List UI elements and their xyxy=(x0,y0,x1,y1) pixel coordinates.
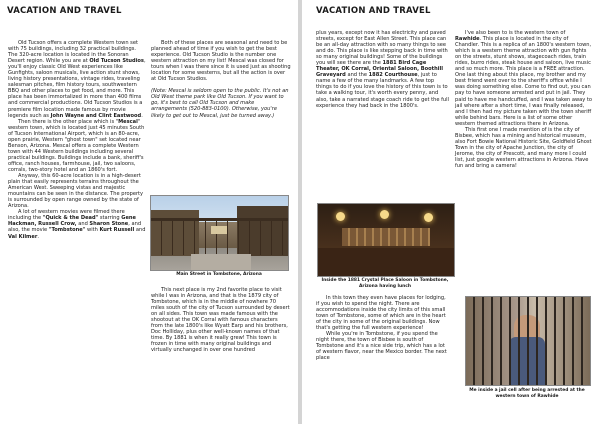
photo-jail-cell xyxy=(465,296,591,386)
photo-caption: Me inside a jail cell after being arrested at the western town of Rawhide xyxy=(469,388,585,399)
paragraph: This first one I made mention of is the city of Bisbee, which has a mining and historical museum, also Fort Bowie National Historic Site, Goldfield Ghost Town in the city of Apache Junction, the city of Jerome, the city of Prescott, and many more I could list, just google western attractions in Arizona. Have fun and bring a camera! xyxy=(455,126,592,170)
article-column xyxy=(316,295,450,362)
paragraph: I've also been to is the western town of Rawhide. This place is located in the city of Chandler. This is a replica of an 1800's western town, which is a western theme attraction with gun fights on the streets, stunt shows, stagecoach rides, train rides, burro rides, steak house and saloon, live music and so much more. This place is a FREE attraction. One last thing about this place, my brother and my best friend went over to the sheriff's office while I was doing something else. Come to find out, you can pay to have someone arrested and put in jail. They paid to have me handcuffed, and I was taken away to jail where after a short time, I was finally released, and I then had my picture taken with the town sheriff while behind bars. Here is a list of some other western themed attractions there in Arizona. xyxy=(455,30,593,127)
paragraph: While you're in Tombstone, if you spend the night there, the town of Bisbee is south of Tombstone and it's a nice side trip, which has a lot of western flavor, near the Mexico border. The next place xyxy=(316,331,447,362)
article-column xyxy=(8,40,146,240)
photo-caption: Inside the 1881 Crystal Place Saloon in Tombstone, Arizona having lunch xyxy=(321,278,449,289)
paragraph: A lot of western movies were filmed there including the "Quick & the Dead" starring Gene Hackman, Russell Crow, and Sharon Stone, and also, the movie "Tombstone" with Kurt Russell and Val Kilmer. xyxy=(8,209,146,240)
photo-caption: Main Street in Tombstone, Arizona xyxy=(176,272,262,277)
photo-crystal-palace-saloon xyxy=(317,203,455,277)
paragraph: Anyway, this 60-acre location is in a high-desert plain that easily represents terrains throughout the American West. Sweeping vistas and majestic mountains can be seen in the distance. The property is surrounded by open range owned by the state of Arizona. xyxy=(8,173,144,210)
paragraph: In this town they even have places for lodging, if you wish to spend the night. There are accommodations inside the city limits of this small town of Tombstone, some of which are in the heart of the city in some of the original buildings. Now that's getting the full western experience! xyxy=(316,295,446,332)
paragraph: This next place is my 2nd favorite place to visit while I was in Arizona, and that is the 1879 city of Tombstone, which is in the middle of nowhere 70 miles south of the city of Tucson surrounded by desert on all sides. This town was made famous with the shootout at the OK Corral with famous characters from the late 1800's like Wyatt Earp and his brothers, Doc Holliday, plus other well-known names of that time. By 1881 is when it really grew! This town is frozen in time with many original buildings and virtually unchanged in over one hundred xyxy=(151,287,290,354)
right-page xyxy=(302,0,600,424)
note-paragraph: (Note: Mescal is seldom open to the public. It's not an Old West theme park like Old Tucson. If you want to go, it's best to call Old Tucson and make arrangements (520-883-0100). Otherwise, you're likely to get out to Mescal, just be turned away.) xyxy=(151,88,289,119)
photo-main-street xyxy=(150,195,289,271)
paragraph: plus years, except now it has electricity and paved streets, except for East Allen Street. This place can be an all-day attraction with so many things to see and do. This place is like stepping back in time with so many original buildings! Some of the buildings you will see there are the 1881 Bird Cage Theater, OK Corral, Oriental Saloon, Boothill Graveyard and the 1882 Courthouse, just to name a few of the many landmarks. A few top things to do if you love the history of this town is to take a walking tour, it's worth every penny, and also, take a narrated stage coach ride to get the full experience they had back in the 1800's. xyxy=(316,30,449,109)
page-header: VACATION AND TRAVEL xyxy=(316,6,431,16)
article-column xyxy=(151,287,291,354)
article-column xyxy=(151,40,291,119)
paragraph: Old Tucson offers a complete Western town set with 75 buildings, including 32 practical buildings. The 320-acre location is located in the Sonoran Desert region. While you are at Old Tucson Studios, you'll enjoy classic Old West experiences like Gunfights, saloon musicals, live action stunt shows, living history presentations, vintage rides, traveling salesman pitches, film history tours, southwestern BBQ and other places to get food, and more. This place has been immortalized in more than 400 films and commercial productions. Old Tucson Studios is a premiere film location made famous by movie legends such as John Wayne and Clint Eastwood. xyxy=(8,40,146,119)
left-page xyxy=(0,0,298,424)
paragraph: Then there is the other place which is "Mescal" western town, which is located just 45 minutes South of Tucson International Airport, which is an 80-acre, open prairie, Western "ghost town" set located near Benson, Arizona. Mescal offers a complete Western town with 44 Western buildings including several practical buildings. Buildings include a bank, sheriff's office, ranch houses, farmhouse, jail, two saloons, corrals, two-story hotel and an 1860's fort. xyxy=(8,118,145,173)
page-header: VACATION AND TRAVEL xyxy=(7,6,122,16)
article-column xyxy=(455,30,593,169)
paragraph: Both of these places are seasonal and need to be planned ahead of time if you wish to get the best experience. Old Tucson Studio is the number one western attraction on my list! Mescal was closed for tours when I was there since it is used just as shooting location for some westerns, but all the action is over at Old Tucson Studios. xyxy=(151,40,291,83)
article-column xyxy=(316,30,450,109)
